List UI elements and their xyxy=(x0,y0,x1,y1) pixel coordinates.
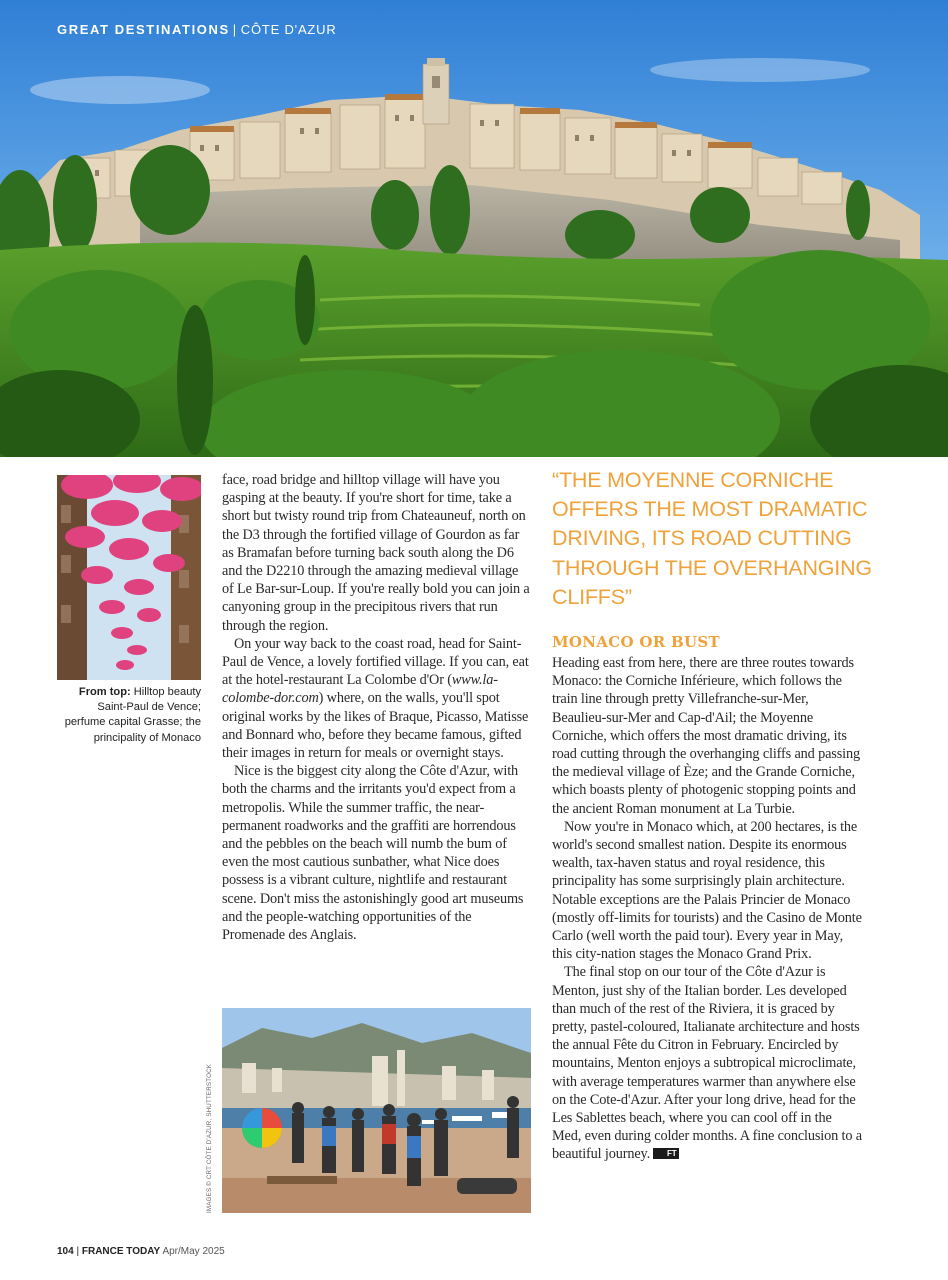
monaco-photo xyxy=(222,1008,531,1213)
photo-caption xyxy=(57,685,201,746)
section-separator: | xyxy=(232,22,238,37)
colombe-dor-link[interactable]: www.la-colombe-dor.com xyxy=(222,672,498,707)
section-title: GREAT DESTINATIONS xyxy=(57,22,230,37)
footer-separator: | xyxy=(76,1246,80,1257)
page-footer xyxy=(57,1246,225,1257)
monaco-illustration xyxy=(222,1008,531,1213)
section-header xyxy=(57,22,337,37)
caption-lead: From top: xyxy=(78,686,131,698)
umbrellas-illustration xyxy=(57,475,201,680)
caption-text: Hilltop beauty Saint-Paul de Vence; perfume capital Grasse; the principality of Monaco xyxy=(64,686,201,744)
page-number: 104 xyxy=(57,1246,74,1257)
photo-credit: IMAGES © CRT CÔTE D'AZUR, SHUTTERSTOCK xyxy=(206,1063,213,1213)
paragraph-text: The final stop on our tour of the Côte d'Azur is Menton, just shy of the Italian border. Les developed than much of the rest of the Riviera, it is graced by pretty, pastel-coloured, Italianate architecture and hosts the annual Fête du Citron in February. Encircled by mountains, Menton enjoys a subtropical microclimate, with average temperatures warmer than anywhere else on the Cote-d'Azur. After your long drive, head for the Les Sablettes beach, where you can cool off in the Med, even during colder months. A fine conclusion to a beautiful journey. xyxy=(552,964,862,1163)
hero-illustration xyxy=(0,0,948,457)
paragraph: Nice is the biggest city along the Côte d'Azur, with both the charms and the irritants you'd expect from a metropolis. While the summer traffic, the near-permanent roadworks and the graffiti are horrendous and the pebbles on the beach will numb the bum of even the most cautious sunbather, what Nice does possess is a vibrant culture, nightlife and restaurant scene. Don't miss the astonishingly good art museums and the people-watching opportunities of the Promenade des Anglais. xyxy=(222,763,524,944)
paragraph xyxy=(552,963,862,1163)
grasse-umbrellas-photo xyxy=(57,475,201,680)
paragraph: Heading east from here, there are three routes towards Monaco: the Corniche Inférieure, which follows the train line through pretty Villefranche-sur-Mer, Beaulieu-sur-Mer and Cap-d'Ail; the Moyenne Corniche, which offers the most dramatic driving, its road cutting through the overhanging cliffs and passing the medieval village of Èze; and the Grande Corniche, which boasts plenty of photogenic stopping points and the ancient Roman monument at La Turbie. xyxy=(552,655,860,817)
section-subtitle: CÔTE D'AZUR xyxy=(240,22,337,37)
paragraph: face, road bridge and hilltop village will have you gasping at the beauty. If you're short for time, take a short but twisty round trip from Chateauneuf, north on the D3 through the fortified village of Gourdon as far as Bramafan before turning back south along the D6 and the D2210 through the amazing medieval village of Le Bar-sur-Loup. If you're really bold you can join a canyoning group in the precipitous rivers that run through the region. xyxy=(222,472,530,634)
hero-photo xyxy=(0,0,948,457)
paragraph xyxy=(222,635,531,762)
end-mark-icon: FT xyxy=(653,1148,678,1159)
magazine-name: FRANCE TODAY xyxy=(81,1246,161,1257)
pull-quote: “THE MOYENNE CORNICHE OFFERS THE MOST DRAMATIC DRIVING, ITS ROAD CUTTING THROUGH THE OVERHANGING CLIFFS” xyxy=(552,468,872,609)
subheading: MONACO OR BUST xyxy=(552,633,720,651)
issue-date: Apr/May 2025 xyxy=(162,1246,225,1257)
body-column-3 xyxy=(552,654,862,1164)
paragraph-text: ) where, on the walls, you'll spot original works by the likes of Braque, Picasso, Matisse and Bonnard who, before they became famous, gifted their images in return for meals or overnight stays. xyxy=(222,690,529,762)
paragraph-text: On your way back to the coast road, head for Saint-Paul de Vence, a lovely fortified village. If you can, eat at the hotel-restaurant La Colombe d'Or ( xyxy=(222,635,529,689)
paragraph: Now you're in Monaco which, at 200 hectares, is the world's second smallest nation. Despite its enormous wealth, tax-haven status and royal residence, this principality has some surprisingly plain architecture. Notable exceptions are the Palais Princier de Monaco (mostly off-limits for tourists) and the Casino de Monte Carlo (well worth the paid tour). Every year in May, this city-nation stages the Monaco Grand Prix. xyxy=(552,818,862,963)
body-column-2 xyxy=(222,471,531,944)
